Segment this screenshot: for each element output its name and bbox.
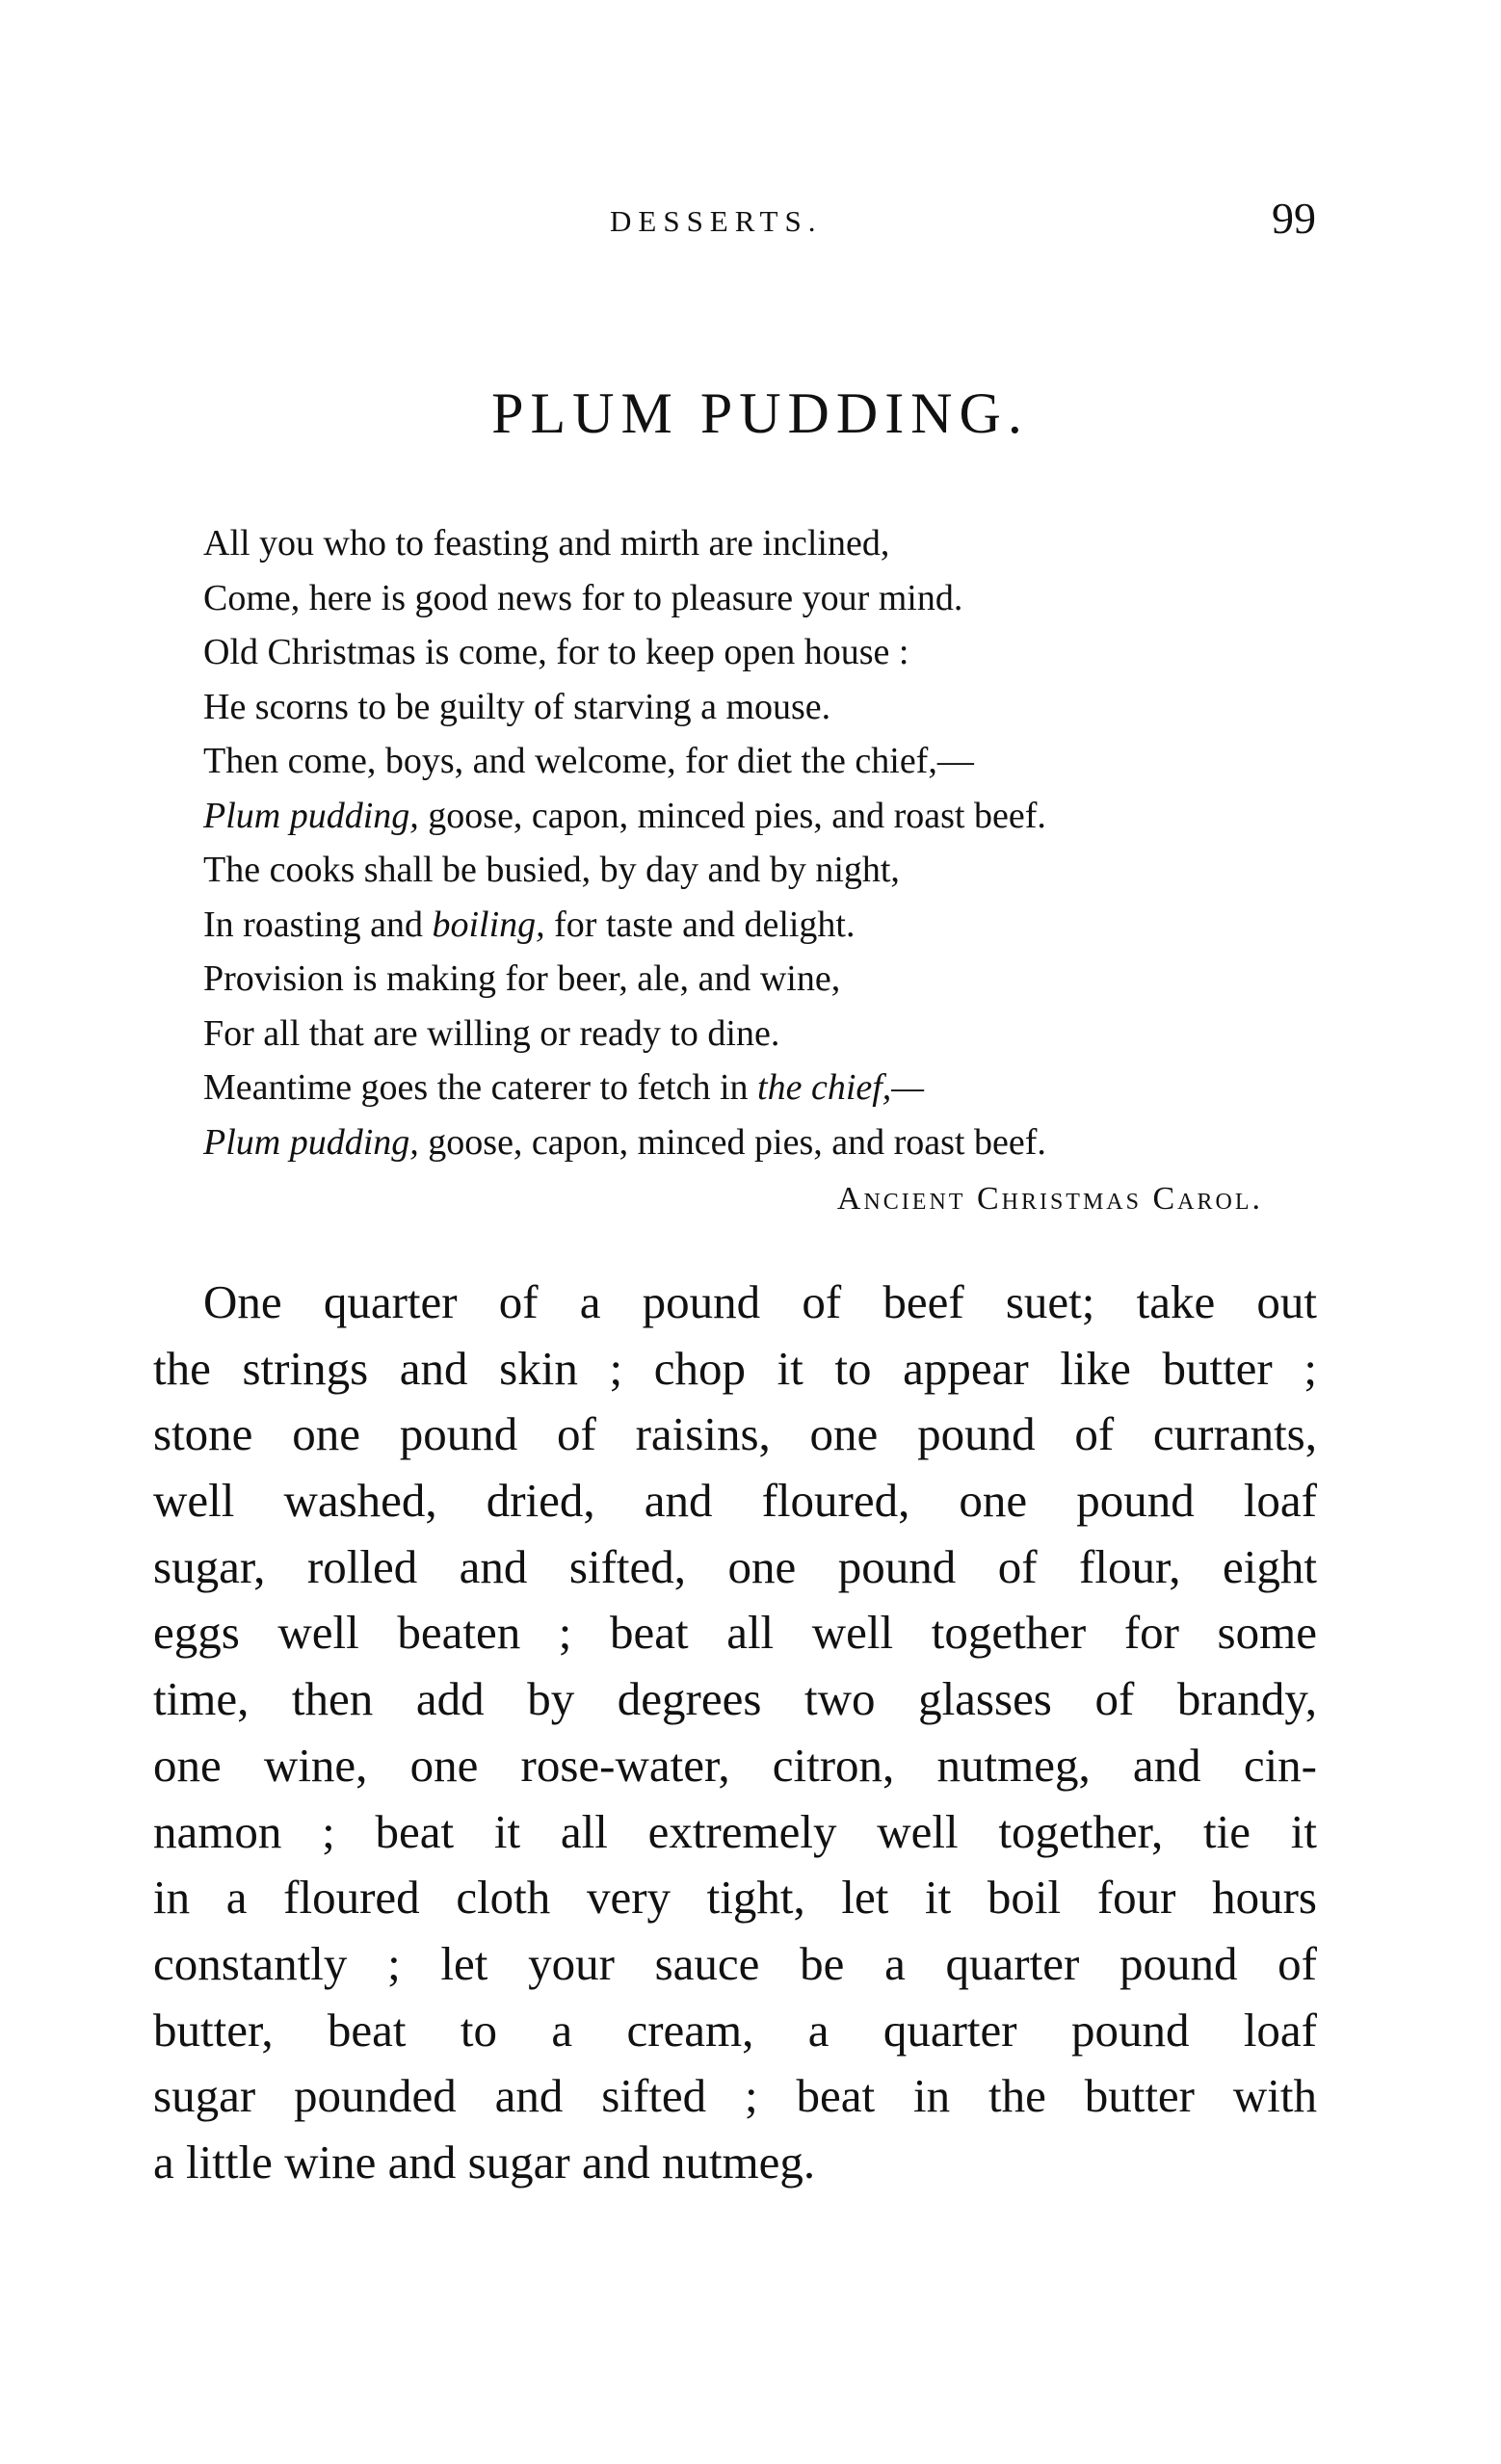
paragraph-line: well washed, dried, and floured, one pound loaf — [153, 1474, 1317, 1528]
paragraph-line: one wine, one rose-water, citron, nutmeg, and cin- — [153, 1738, 1317, 1792]
paragraph-line: constantly ; let your sauce be a quarter pound of — [153, 1936, 1317, 1990]
poem-line-text: Old Christmas is come, for to keep open house : — [203, 632, 909, 672]
paragraph-line: a little wine and sugar and nutmeg. — [153, 2135, 816, 2189]
poem-line — [203, 1061, 1321, 1115]
poem-line-text: Come, here is good news for to pleasure your mind. — [203, 577, 963, 618]
poem-line-text: goose, capon, minced pies, and roast beef. — [418, 1121, 1046, 1163]
poem-line — [203, 952, 1321, 1007]
poem-line-text: Provision is making for beer, ale, and wine, — [203, 958, 841, 999]
poem-line — [203, 516, 1321, 571]
poem-line-text: In roasting and — [203, 904, 433, 945]
poem-line-text: The cooks shall be busied, by day and by night, — [203, 850, 900, 890]
paragraph-line: One quarter of a pound of beef suet; take out — [203, 1275, 1317, 1328]
poem-line-italic: the chief,— — [757, 1067, 925, 1108]
poem-epigraph — [203, 516, 1321, 1169]
poem-line-italic: Plum pudding, — [203, 1121, 419, 1163]
recipe-title: PLUM PUDDING. — [491, 381, 1029, 445]
poem-line-text: Then come, boys, and welcome, for diet the chief,— — [203, 741, 974, 781]
poem-line — [203, 843, 1321, 898]
paragraph-line: time, then add by degrees two glasses of brandy, — [153, 1672, 1317, 1726]
running-head: DESSERTS. — [610, 204, 823, 238]
paragraph-line: eggs well beaten ; beat all well together for some — [153, 1606, 1317, 1660]
poem-line — [203, 680, 1321, 735]
poem-line-text: He scorns to be guilty of starving a mouse. — [203, 686, 831, 727]
page-number: 99 — [1272, 194, 1316, 243]
paragraph-line: butter, beat to a cream, a quarter pound loaf — [153, 2003, 1317, 2057]
poem-line-text: goose, capon, minced pies, and roast beef. — [418, 795, 1046, 836]
poem-line-text: For all that are willing or ready to dine. — [203, 1012, 780, 1054]
poem-line-text: for taste and delight. — [544, 904, 856, 945]
paragraph-line: sugar, rolled and sifted, one pound of flour, eight — [153, 1539, 1317, 1593]
poem-attribution: Ancient Christmas Carol. — [836, 1181, 1263, 1217]
paragraph-line: sugar pounded and sifted ; beat in the butter with — [153, 2069, 1317, 2123]
poem-line — [203, 734, 1321, 789]
poem-line-text: All you who to feasting and mirth are inclined, — [203, 523, 890, 564]
recipe-paragraph — [153, 1270, 1317, 2196]
poem-line-italic: boiling, — [432, 904, 545, 945]
poem-line — [203, 571, 1321, 626]
poem-line — [203, 625, 1321, 680]
paragraph-line: in a floured cloth very tight, let it boil four hours — [153, 1871, 1317, 1925]
poem-line — [203, 1007, 1321, 1062]
poem-line — [203, 789, 1321, 844]
poem-line-italic: Plum pudding, — [203, 795, 419, 836]
paragraph-line: stone one pound of raisins, one pound of currants, — [153, 1407, 1317, 1461]
poem-line-text: Meantime goes the caterer to fetch in — [203, 1067, 758, 1108]
paragraph-line: the strings and skin ; chop it to appear like butter ; — [153, 1341, 1317, 1395]
poem-line — [203, 898, 1321, 953]
poem-line — [203, 1115, 1321, 1170]
paragraph-line: namon ; beat it all extremely well together, tie it — [153, 1804, 1317, 1858]
